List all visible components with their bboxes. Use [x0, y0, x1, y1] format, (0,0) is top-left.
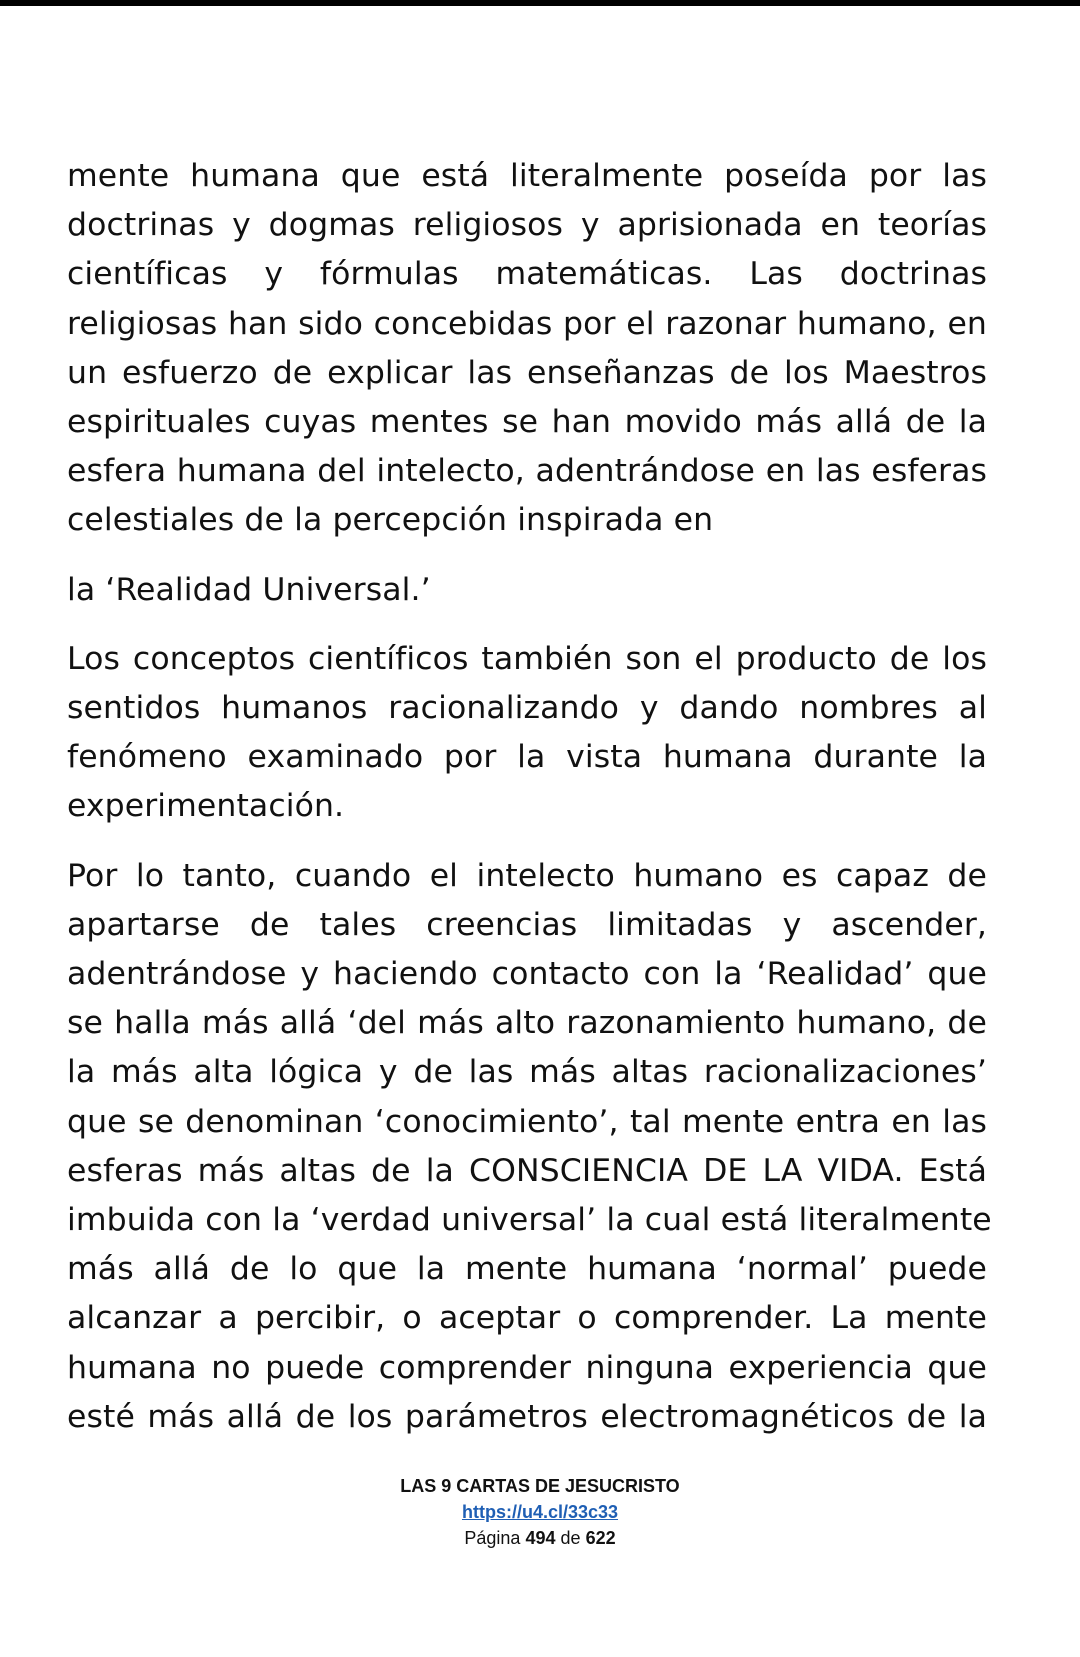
text-line: un esfuerzo de explicar las enseñanzas de los Maestros: [67, 354, 987, 391]
text-line: doctrinas y dogmas religiosos y aprisionada en teorías: [67, 207, 987, 244]
text-line: fenómeno examinado por la vista humana durante la: [67, 739, 987, 776]
text-line: experimentación.: [67, 788, 345, 825]
page-label: Página: [464, 1528, 521, 1548]
text-line: esté más allá de los parámetros electromagnéticos de la: [67, 1398, 987, 1435]
text-line: imbuida con la ‘verdad universal’ la cual está literalmente: [67, 1202, 992, 1239]
text-line: adentrándose y haciendo contacto con la ‘Realidad’ que: [67, 956, 987, 993]
text-line: humana no puede comprender ninguna experiencia que: [67, 1349, 987, 1386]
paragraph-2: [67, 566, 987, 615]
text-line: Los conceptos científicos también son el producto de los: [67, 640, 987, 677]
total-pages: 622: [585, 1528, 616, 1548]
text-line: esferas más altas de la CONSCIENCIA DE LA VIDA. Está: [67, 1152, 987, 1189]
text-line: que se denominan ‘conocimiento’, tal mente entra en las: [67, 1103, 987, 1140]
text-line: Por lo tanto, cuando el intelecto humano es capaz de: [67, 857, 987, 894]
text-line: la más alta lógica y de las más altas racionalizaciones’: [67, 1054, 987, 1091]
document-body: [67, 152, 992, 1462]
text-line: se halla más allá ‘del más alto razonamiento humano, de: [67, 1005, 987, 1042]
current-page: 494: [525, 1528, 556, 1548]
text-line: más allá de lo que la mente humana ‘normal’ puede: [67, 1251, 987, 1288]
text-line: alcanzar a percibir, o aceptar o comprender. La mente: [67, 1300, 987, 1337]
text-line: esfera humana del intelecto, adentrándose en las esferas: [67, 453, 987, 490]
paragraph-1: [67, 152, 987, 546]
text-line: científicas y fórmulas matemáticas. Las doctrinas: [67, 256, 987, 293]
text-line: celestiales de la percepción inspirada en: [67, 502, 714, 539]
text-line: apartarse de tales creencias limitadas y ascender,: [67, 906, 987, 943]
text-line: la ‘Realidad Universal.’: [67, 571, 431, 608]
page-number: [0, 1525, 1080, 1551]
paragraph-3: [67, 635, 987, 832]
book-link[interactable]: https://u4.cl/33c33: [461, 1502, 619, 1522]
text-line: espirituales cuyas mentes se han movido más allá de la: [67, 404, 987, 441]
text-line: religiosas han sido concebidas por el razonar humano, en: [67, 305, 987, 342]
top-border: [0, 0, 1080, 6]
book-title: LAS 9 CARTAS DE JESUCRISTO: [400, 1476, 680, 1496]
text-line: sentidos humanos racionalizando y dando nombres al: [67, 690, 987, 727]
text-line: mente humana que está literalmente poseída por las: [67, 158, 987, 194]
page-footer: [0, 1473, 1080, 1551]
page-of-label: de: [560, 1528, 581, 1548]
paragraph-4: [67, 852, 992, 1442]
